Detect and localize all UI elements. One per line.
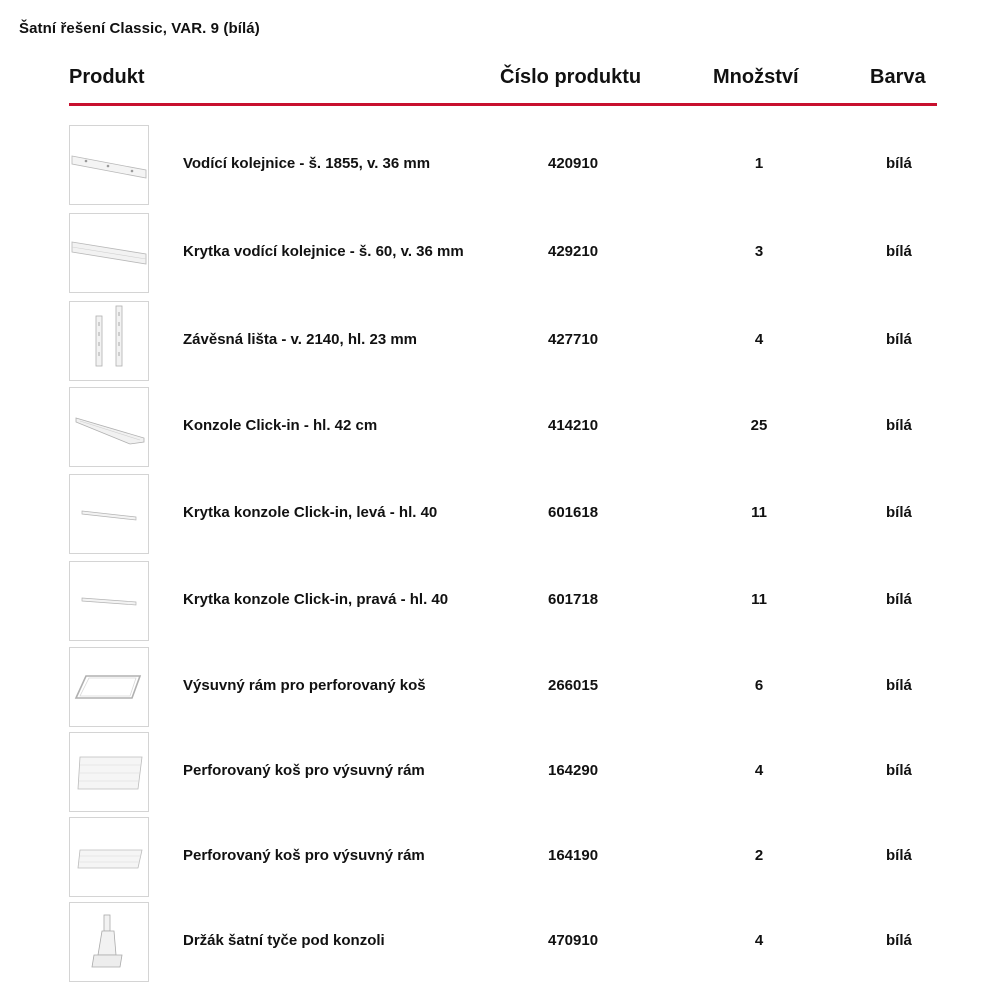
table-row	[0, 647, 1000, 729]
guide-rail-icon	[69, 125, 149, 205]
product-color: bílá	[886, 417, 912, 434]
bracket-cover-right-icon	[69, 561, 149, 641]
product-quantity: 6	[754, 677, 764, 694]
product-quantity: 3	[754, 243, 764, 260]
product-name: Závěsná lišta - v. 2140, hl. 23 mm	[183, 331, 418, 348]
product-color: bílá	[886, 331, 912, 348]
header-color: Barva	[870, 66, 926, 88]
product-name: Perforovaný koš pro výsuvný rám	[183, 762, 425, 779]
perforated-basket-tall-icon	[69, 732, 149, 812]
product-number: 164290	[548, 762, 599, 779]
product-name: Výsuvný rám pro perforovaný koš	[183, 677, 426, 694]
header-quantity: Množství	[713, 66, 799, 88]
page-title: Šatní řešení Classic, VAR. 9 (bílá)	[19, 20, 260, 37]
product-color: bílá	[886, 762, 912, 779]
product-number: 414210	[548, 417, 599, 434]
product-quantity: 11	[751, 591, 767, 608]
product-number: 601718	[548, 591, 599, 608]
product-quantity: 2	[754, 847, 764, 864]
product-quantity: 4	[754, 762, 764, 779]
rail-cover-icon	[69, 213, 149, 293]
hanging-strip-icon	[69, 301, 149, 381]
product-number: 164190	[548, 847, 599, 864]
table-row	[0, 301, 1000, 383]
product-number: 427710	[548, 331, 599, 348]
bracket-icon	[69, 387, 149, 467]
product-name: Vodící kolejnice - š. 1855, v. 36 mm	[183, 155, 431, 172]
product-color: bílá	[886, 847, 912, 864]
product-color: bílá	[886, 504, 912, 521]
table-row	[0, 125, 1000, 207]
table-row	[0, 474, 1000, 556]
sliding-frame-icon	[69, 647, 149, 727]
product-number: 429210	[548, 243, 599, 260]
product-name: Krytka konzole Click-in, levá - hl. 40	[183, 504, 438, 521]
product-color: bílá	[886, 243, 912, 260]
table-row	[0, 732, 1000, 814]
table-row	[0, 387, 1000, 469]
header-product-number: Číslo produktu	[500, 66, 642, 88]
product-quantity: 1	[754, 155, 764, 172]
product-name: Konzole Click-in - hl. 42 cm	[183, 417, 378, 434]
table-row	[0, 561, 1000, 643]
product-quantity: 4	[754, 331, 764, 348]
product-name: Krytka konzole Click-in, pravá - hl. 40	[183, 591, 449, 608]
table-row	[0, 902, 1000, 984]
product-number: 470910	[548, 932, 599, 949]
product-name: Krytka vodící kolejnice - š. 60, v. 36 mm	[183, 243, 464, 260]
header-product: Produkt	[69, 66, 145, 88]
product-number: 601618	[548, 504, 599, 521]
product-color: bílá	[886, 155, 912, 172]
product-name: Držák šatní tyče pod konzoli	[183, 932, 385, 949]
product-name: Perforovaný koš pro výsuvný rám	[183, 847, 425, 864]
product-quantity: 25	[750, 417, 768, 434]
product-quantity: 11	[751, 504, 767, 521]
product-color: bílá	[886, 591, 912, 608]
table-row	[0, 213, 1000, 295]
product-number: 266015	[548, 677, 599, 694]
rod-holder-icon	[69, 902, 149, 982]
bracket-cover-left-icon	[69, 474, 149, 554]
product-color: bílá	[886, 932, 912, 949]
table-row	[0, 817, 1000, 899]
product-color: bílá	[886, 677, 912, 694]
product-number: 420910	[548, 155, 599, 172]
perforated-basket-low-icon	[69, 817, 149, 897]
product-quantity: 4	[754, 932, 764, 949]
